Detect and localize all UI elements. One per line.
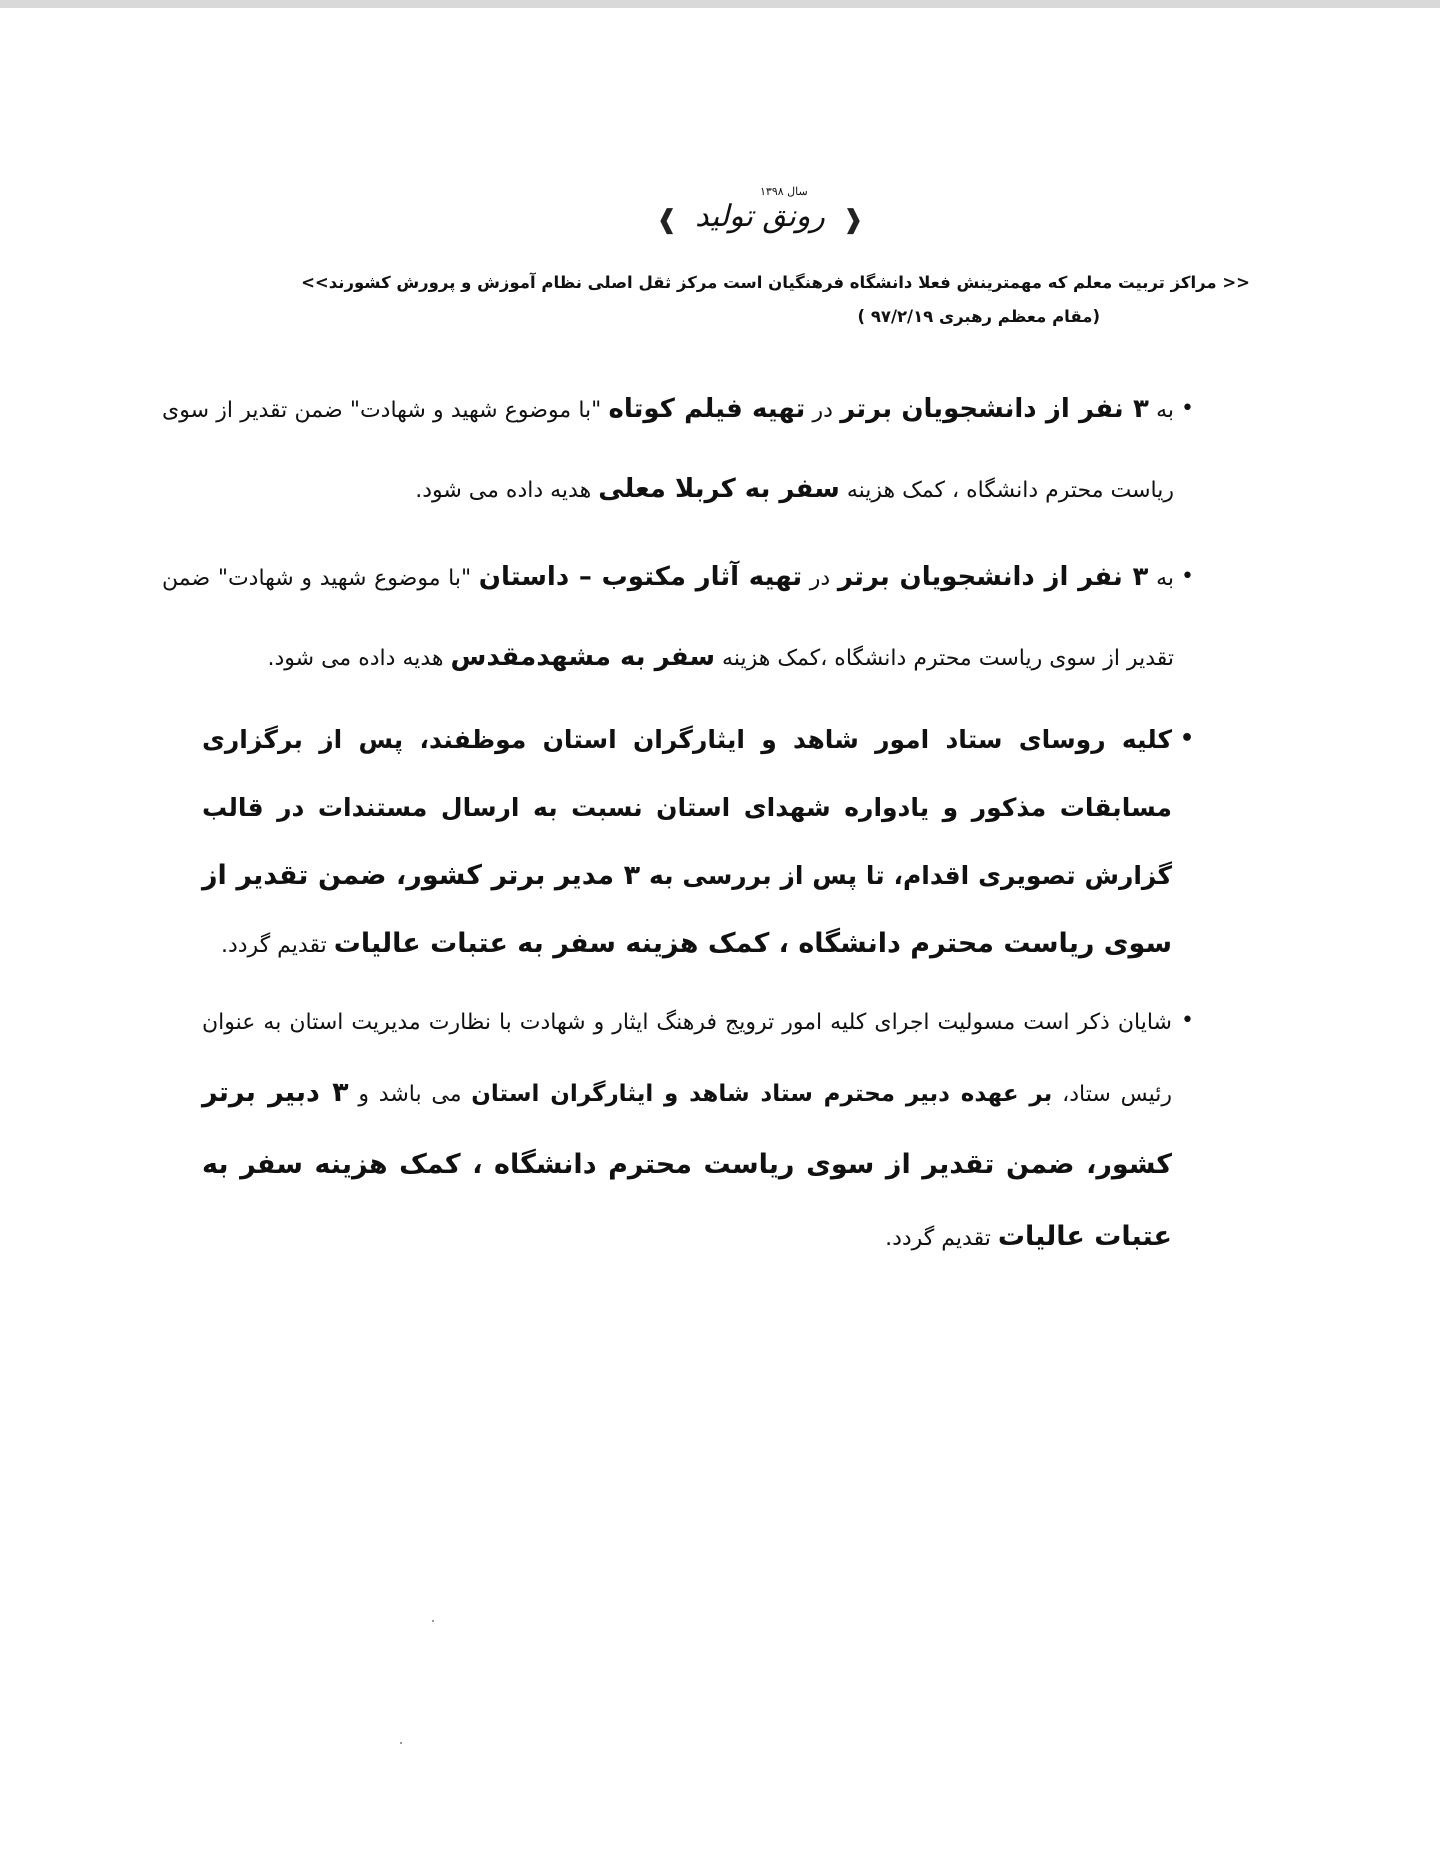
leader-quote	[250, 266, 1250, 334]
list-item-short-film	[162, 370, 1192, 530]
scan-speck	[400, 1742, 402, 1744]
ornament-right-icon: ❰	[842, 205, 864, 235]
bullet-icon: •	[1179, 726, 1194, 751]
item-text: "با موضوع شهید و شهادت" ضمن تقدیر از سوی ریاست محترم دانشگاه ،کمک هزینه	[162, 566, 1174, 671]
item-bold-prize: ۳ دبیر برتر کشور، ضمن تقدیر از سوی ریاست محترم دانشگاه ، کمک هزینه سفر به عتبات عالیات	[202, 1077, 1172, 1252]
item-text: "با موضوع شهید و شهادت" ضمن تقدیر از سوی ریاست محترم دانشگاه ، کمک هزینه	[162, 398, 1174, 503]
list-item-secretary	[202, 988, 1192, 1274]
list-item-story	[162, 538, 1192, 698]
item-text: هدیه داده می شود.	[415, 478, 599, 503]
bullet-icon: •	[1181, 564, 1194, 589]
item-bold-topic: تهیه آثار مکتوب – داستان	[478, 562, 803, 592]
item-bold-secretary: بر عهده دبیر محترم ستاد شاهد و ایثارگران استان	[471, 1081, 1053, 1107]
item-text: تقدیم گردد.	[220, 933, 334, 958]
item-text: شایان ذکر است مسولیت اجرای کلیه امور ترویج فرهنگ ایثار و شهادت با نظارت مدیریت استان به عنوان رئیس ستاد،	[202, 1010, 1173, 1107]
bullet-icon: •	[1181, 396, 1194, 421]
quote-text: << مراکز تربیت معلم که مهمترینش فعلا دانشگاه فرهنگیان است مرکز ثقل اصلی نظام آموزش و پرورش کشورند>>	[301, 273, 1250, 292]
item-bold-prize: سفر به کربلا معلی	[598, 474, 840, 504]
item-text: می باشد و	[348, 1082, 472, 1107]
bullet-icon: •	[1181, 1008, 1194, 1033]
quote-source: (مقام معظم رهبری ۹۷/۲/۱۹ )	[857, 307, 1100, 326]
item-text: تقدیم گردد.	[885, 1226, 998, 1251]
item-bold-students: ۳ نفر از دانشجویان برتر	[837, 562, 1149, 592]
slogan-text: رونق تولید	[695, 199, 825, 234]
item-text: در	[805, 398, 841, 423]
item-text: به	[1148, 398, 1174, 423]
ornament-left-icon: ❱	[656, 205, 678, 235]
scan-speck	[432, 1620, 434, 1622]
slogan-year: سال ۱۳۹۸	[760, 185, 808, 198]
item-bold-topic: تهیه فیلم کوتاه	[608, 394, 806, 424]
slogan-emblem	[650, 185, 870, 245]
item-bold-prize: ۳ مدیر برتر کشور، ضمن تقدیر از سوی ریاست محترم دانشگاه ، کمک هزینه سفر به عتبات عالیات	[202, 860, 1172, 959]
item-bold-students: ۳ نفر از دانشجویان برتر	[840, 394, 1149, 424]
item-text: کلیه روسای ستاد امور شاهد و ایثارگران استان موظفند، پس از برگزاری مسابقات مذکور و یادواره شهدای استان نسبت به ارسال مستندات در قالب گزارش تصویری اقدام، تا پس از بررسی به	[202, 725, 1173, 890]
announcement-body	[162, 370, 1192, 1274]
item-text: در	[802, 566, 838, 591]
item-text: هدیه داده می شود.	[267, 646, 451, 671]
list-item-provincial-heads	[202, 706, 1192, 980]
item-text: به	[1148, 566, 1174, 591]
item-bold-prize: سفر به مشهدمقدس	[450, 642, 716, 672]
